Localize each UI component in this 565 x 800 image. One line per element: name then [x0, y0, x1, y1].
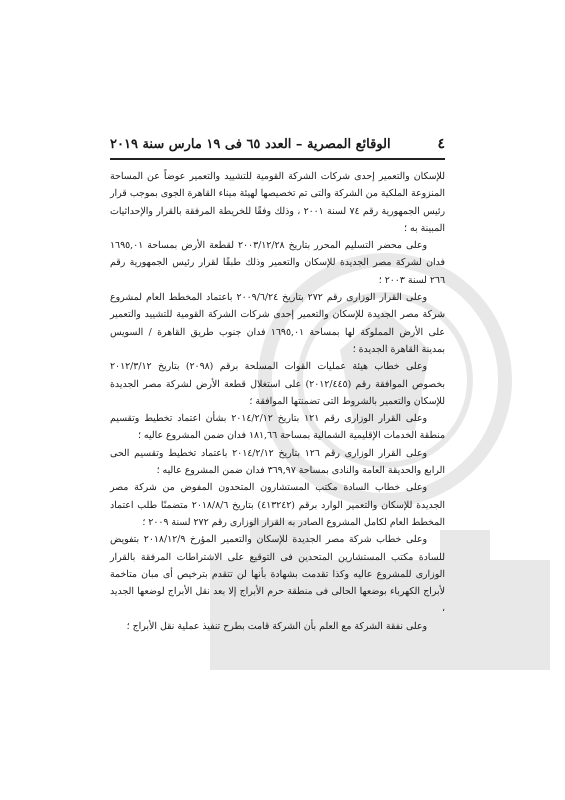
publication-title: الوقائع المصرية – العدد ٦٥ فى ١٩ مارس سنة ٢٠١٩ [110, 136, 391, 152]
paragraph: وعلى القرار الوزارى رقم ٢٧٢ بتاريخ ٢٠٠٩/٦/٢٤ باعتماد المخطط العام لمشروع شركة مصر الجديدة للإسكان والتعمير إحدى شركات الشركة القومية للتشييد والتعمير على الأرض المملوكة لها بمساحة ١٦٩٥,٠١ فدان جنوب طريق القاهرة / السويس بمدينة القاهرة الجديدة ؛ [110, 292, 445, 355]
paragraph: وعلى القرار الوزارى رقم ١٢٦ بتاريخ ٢٠١٤/٢/١٢ باعتماد تخطيط وتقسيم الحى الرابع والحديقة العامة والنادى بمساحة ٣٦٩,٩٧ فدان ضمن المشروع عاليه ؛ [110, 447, 445, 477]
paragraph: وعلى خطاب هيئة عمليات القوات المسلحة برقم (٢٠٩٨) بتاريخ ٢٠١٢/٣/١٢ بخصوص الموافقة رقم (٢٠١٢/٤٤٥) على استغلال قطعة الأرض لشركة مصر الجديدة للإسكان والتعمير بالشروط التى تضمنتها الموافقة ؛ [110, 361, 445, 407]
header-rule [110, 158, 445, 160]
paragraph: وعلى خطاب السادة مكتب المستشارون المتحدون المفوض من شركة مصر الجديدة للإسكان والتعمير الوارد برقم (٤١٣٢٤٢) بتاريخ ٢٠١٨/٨/٦ متضمنًا طلب اعتماد المخطط العام لكامل المشروع الصادر به القرار الوزارى رقم ٢٧٢ لسنة ٢٠٠٩ ؛ [110, 482, 445, 528]
paragraph: وعلى خطاب شركة مصر الجديدة للإسكان والتعمير المؤرخ ٢٠١٨/١٢/٩ بتفويض للسادة مكتب المستشارين المتحدين فى التوقيع على الاشتراطات المرفقة بالقرار الوزارى للمشروع عاليه وكذا تقدمت بشهادة بأنها لن تتقدم بترخيص أى مبان متاخمة لأبراج الكهرباء بوضعها الحالى فى منطقة حرم الأبراج إلا بعد نقل الأبراج لوضعها الجديد ، [110, 534, 445, 615]
paragraph: وعلى نفقة الشركة مع العلم بأن الشركة قامت بطرح تنفيذ عملية نقل الأبراج ؛ [126, 620, 427, 632]
document-body [110, 168, 445, 635]
paragraph: للإسكان والتعمير إحدى شركات الشركة القومية للتشييد والتعمير عوضاً عن المساحة المنزوعة الملكية من الشركة والتى تم تخصيصها لهيئة ميناء القاهرة الجوى بموجب قرار رئيس الجمهورية رقم ٧٤ لسنة ٢٠٠١ ، وذلك وفقًا للخريطة المرفقة بالقرار والإحداثيات المبينة به ؛ [110, 171, 445, 234]
paragraph: وعلى محضر التسليم المحرر بتاريخ ٢٠٠٣/١٢/٢٨ لقطعة الأرض بمساحة ١٦٩٥,٠١ فدان لشركة مصر الجديدة للإسكان والتعمير وذلك طبقًا لقرار رئيس الجمهورية رقم ٢٦٦ لسنة ٢٠٠٣ ؛ [110, 240, 445, 286]
page-number: ٤ [437, 136, 445, 152]
paragraph: وعلى القرار الوزارى رقم ١٢١ بتاريخ ٢٠١٤/٢/١٢ بشأن اعتماد تخطيط وتقسيم منطقة الخدمات الإقليمية الشمالية بمساحة ١٨١,٦٦ فدان ضمن المشروع عاليه ؛ [110, 413, 445, 442]
page-header [110, 132, 445, 156]
